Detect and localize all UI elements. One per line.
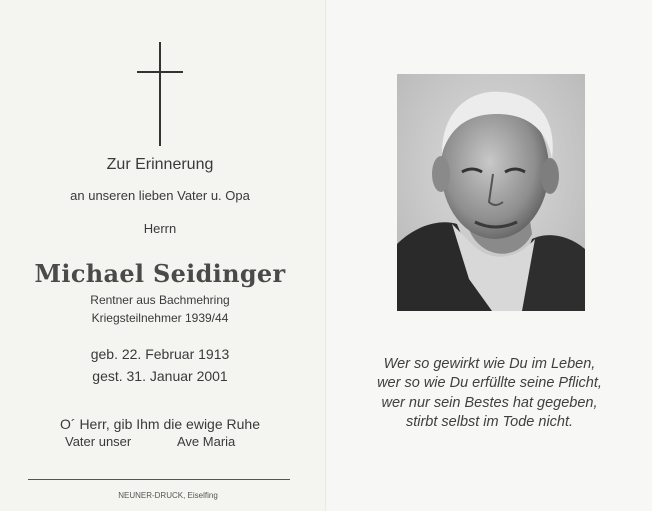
verse-line-4: stirbt selbst im Tode nicht. <box>405 414 574 430</box>
portrait-photo <box>397 74 585 311</box>
cross-icon-bar <box>137 71 183 73</box>
deceased-name: Michael Seidinger <box>34 259 286 288</box>
relation-text: an unseren lieben Vater u. Opa <box>70 188 250 203</box>
death-date: gest. 31. Januar 2001 <box>92 368 228 384</box>
occupation-text: Rentner aus Bachmehring <box>90 293 230 307</box>
divider <box>28 479 290 480</box>
verse-line-3: wer nur sein Bestes hat gegeben, <box>381 395 598 411</box>
salutation-text: Herrn <box>143 221 177 236</box>
verse-line-1: Wer so gewirkt wie Du im Leben, <box>383 356 596 372</box>
printer-credit: NEUNER-DRUCK, Eiselfing <box>118 491 218 500</box>
service-text: Kriegsteilnehmer 1939/44 <box>91 311 229 325</box>
verse-line-2: wer so wie Du erfüllte seine Pflicht, <box>377 375 602 391</box>
birth-date: geb. 22. Februar 1913 <box>90 346 230 362</box>
cross-icon <box>159 42 161 146</box>
in-memory-heading: Zur Erinnerung <box>106 156 214 173</box>
prayer-our-father: Vater unser <box>65 434 132 449</box>
prayer-line: O´ Herr, gib Ihm die ewige Ruhe <box>60 416 260 432</box>
left-panel <box>0 0 325 511</box>
prayer-hail-mary: Ave Maria <box>177 434 236 449</box>
right-panel <box>327 0 652 511</box>
